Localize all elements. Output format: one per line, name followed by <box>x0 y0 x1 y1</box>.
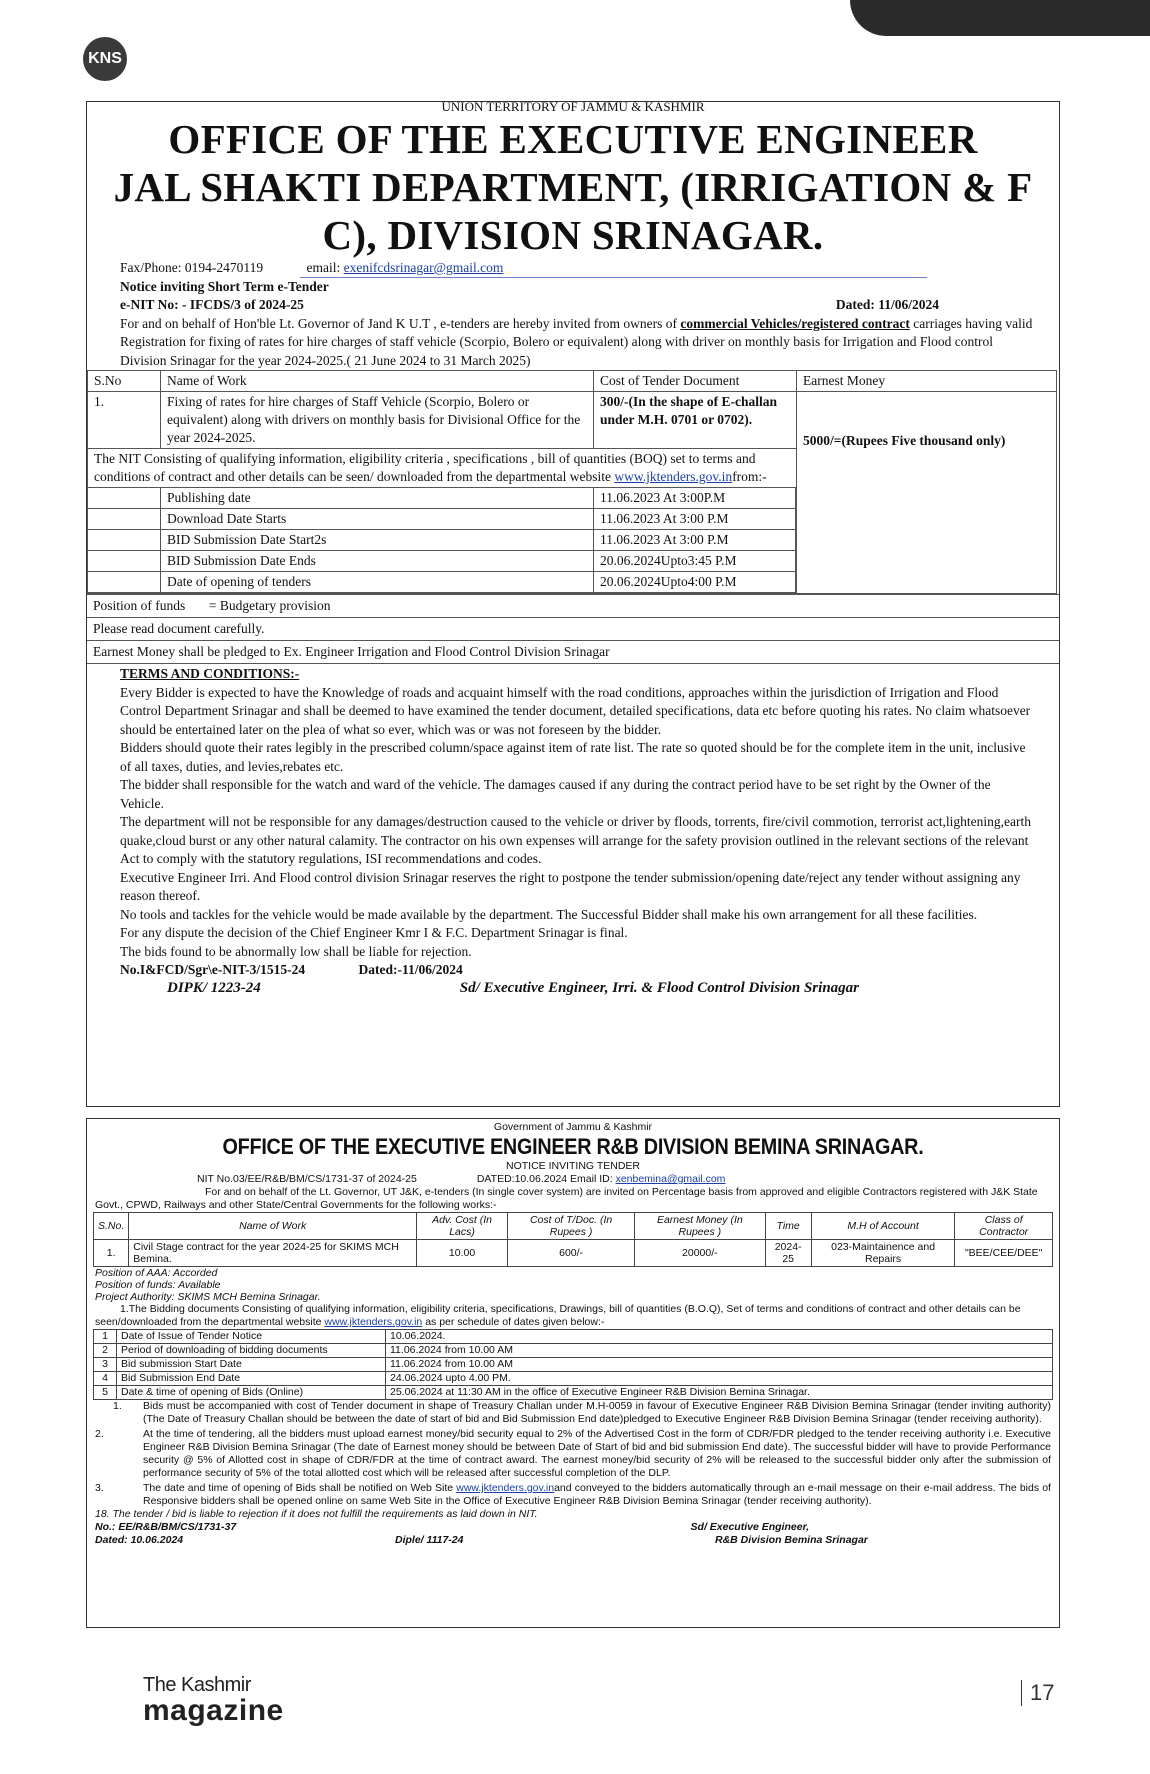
works-cell: 1. <box>94 1240 129 1267</box>
diple-number: Diple/ 1117-24 <box>395 1534 464 1546</box>
term-item: Executive Engineer Irri. And Flood control division Srinagar reserves the right to postpone the tender submission/opening date/reject any tender without assigning any reason thereof. <box>120 869 1021 903</box>
website-link[interactable]: www.jktenders.gov.in <box>614 469 733 484</box>
aaa-status: Position of AAA: Accorded <box>95 1267 218 1279</box>
clause-3: 3. The date and time of opening of Bids shall be notified on Web Site www.jktenders.gov.inand conveyed to the bidders automatically through an e-mail message on their e-mail address. The bids of Responsive bidders shall be opened online on same Web Site in the Office of Executive Engineer R&B Division Bemina Srinagar (tender receiving authority). <box>95 1482 1051 1507</box>
works-cell: 2024-25 <box>765 1240 811 1267</box>
page-number: 17 <box>1021 1680 1054 1706</box>
notice-type: Notice inviting Short Term e-Tender <box>120 278 329 294</box>
tender-table <box>87 370 1057 594</box>
nit-line <box>120 296 939 315</box>
schedule-row: 1 Date of Issue of Tender Notice 10.06.2024. <box>94 1330 1053 1344</box>
gov-heading: Government of Jammu & Kashmir <box>493 1121 653 1133</box>
terms-heading: TERMS AND CONDITIONS:- <box>120 666 300 681</box>
works-table-row <box>94 1240 1053 1267</box>
rb-website-link-2[interactable]: www.jktenders.gov.in <box>456 1482 555 1494</box>
signature-line <box>167 980 859 997</box>
email-label: email: <box>306 260 341 275</box>
works-cell: 20000/- <box>635 1240 765 1267</box>
notice2-ref: No.: EE/R&B/BM/CS/1731-37 Sd/ Executive Engineer, <box>95 1521 809 1533</box>
works-cell: 023-Maintainence and Repairs <box>811 1240 955 1267</box>
project-authority: Project Authority: SKIMS MCH Bemina Srinagar. <box>95 1291 321 1303</box>
notice1-title-line3: C), DIVISION SRINAGAR. <box>322 212 824 258</box>
earnest-pledge: Earnest Money shall be pledged to Ex. Engineer Irrigation and Flood Control Division Srinagar <box>87 640 1059 664</box>
bidding-docs-para: 1.The Bidding documents Consisting of qualifying information, eligibility criteria, specifications, Drawings, bill of quantities (B.O.Q), Set of terms and conditions of contract and other details can be seen/downloaded from the departmental website www.jktenders.gov.in as per schedule of dates given below:- <box>95 1303 1021 1328</box>
nit-info: The NIT Consisting of qualifying information, eligibility criteria , specifications , bill of quantities (BOQ) set to terms and conditions of contract and other details can be seen/ downloaded from the departmental website www.jktenders.gov.infrom:- <box>88 449 797 488</box>
notice2-subtitle: NOTICE INVITING TENDER <box>506 1160 640 1172</box>
term-item: Bidders should quote their rates legibly in the prescribed column/space against item of rate list. The rate so quoted should be for the complete item in the unit, inclusive of all taxes, duties, and levies,rebates etc. <box>120 740 1026 774</box>
clause-2: 2. At the time of tendering, all the bidders must upload earnest money/bid security equal to 2% of the Advertised Cost in the form of CDR/FDR pledged to the tender receiving authority i.e. Executive Engineer R&B Division Bemina Srinagar (The date of Earnest money should be between Date of Start of bid and bid submission End date). The successful bidder will have to provide Performance security @ 5% of Allotted cost in shape of CDR/FDR at the time of contract award. The earnest money/bid security of 2% will be released to the successful bidder only after the submission of performance security of 5% of the total allotted cost which will be released after successful completion of the DLP. <box>95 1428 1051 1479</box>
term-item: The department will not be responsible for any damages/destruction caused to the vehicle or driver by floods, torrents, fire/civil commotion, terrorist act,lightening,earth quake,cloud burst or any other natural calamity. The contractor on his own expenses will arrange for the safety provision outlined in the relevant sections of the relevant Act to comply with the statutory regulations, ISI recommendations and codes. <box>120 814 1031 866</box>
notice2-nit-line: NIT No.03/EE/R&B/BM/CS/1731-37 of 2024-25 DATED:10.06.2024 Email ID: xenbemina@gmail.com <box>197 1173 726 1185</box>
date-row: BID Submission Date Ends 20.06.2024Upto3:45 P.M <box>88 551 796 572</box>
works-cell: Civil Stage contract for the year 2024-25 for SKIMS MCH Bemina. <box>129 1240 417 1267</box>
notice1-title-line2: JAL SHAKTI DEPARTMENT, (IRRIGATION & F <box>113 164 1033 210</box>
kns-logo: KNS <box>83 37 127 81</box>
earnest-money-value: 5000/=(Rupees Five thousand only) <box>797 392 1057 594</box>
read-carefully: Please read document carefully. <box>87 617 1059 640</box>
nit-date: Dated: 11/06/2024 <box>835 297 939 312</box>
works-col-header: Name of Work <box>129 1213 417 1240</box>
tender-table-row: 1. Fixing of rates for hire charges of Staff Vehicle (Scorpio, Bolero or equivalent) along with drivers on monthly basis for Divisional Office for the year 2024-2025. 300/-(In the shape of E-challan under M.H. 0701 or 0702). 5000/=(Rupees Five thousand only) <box>88 392 1057 449</box>
ref-line: No.I&FCD/Sgr\e-NIT-3/1515-24 Dated:-11/06/2024 <box>120 962 463 977</box>
notice2-intro: For and on behalf of the Lt. Governor, UT J&K, e-tenders (In single cover system) are invited on Percentage basis from approved and eligible Contractors registered with J&K State Govt., CPWD, Railways and other State/Central Governments for the following works:- <box>95 1186 1038 1211</box>
works-cell: "BEE/CEE/DEE" <box>955 1240 1053 1267</box>
term-item: The bidder shall responsible for the watch and ward of the vehicle. The damages caused if any during the contract period have to be set right by the Owner of the Vehicle. <box>120 777 991 811</box>
date-row: Date of opening of tenders 20.06.2024Upto4:00 P.M <box>88 572 796 593</box>
works-cell: 10.00 <box>417 1240 508 1267</box>
schedule-table <box>93 1329 1053 1400</box>
clause-1: 1. Bids must be accompanied with cost of Tender document in shape of Treasury Challan under M.H-0059 in favour of Executive Engineer R&B Division Bemina Srinagar (tender inviting authority)(The Date of Treasury Challan should be between the date of start of bid and Bid Submission End date)pledged to Executive Engineer R&B Division Bemina Srinagar (tender receiving authority). <box>113 1400 1051 1425</box>
term-item: No tools and tackles for the vehicle would be made available by the department. The Successful Bidder shall make his own arrangement for all these facilities. <box>120 906 978 922</box>
works-col-header: M.H of Account <box>811 1213 955 1240</box>
works-col-header: Earnest Money (In Rupees ) <box>635 1213 765 1240</box>
magazine-brand-top: The Kashmir <box>143 1674 251 1696</box>
rb-website-link[interactable]: www.jktenders.gov.in <box>324 1316 423 1328</box>
notice2-dated: Dated: 10.06.2024 Diple/ 1117-24 R&B Division Bemina Srinagar <box>95 1534 868 1546</box>
schedule-row: 5 Date & time of opening of Bids (Online) 25.06.2024 at 11:30 AM in the office of Executive Engineer R&B Division Bemina Srinagar. <box>94 1386 1053 1400</box>
rb-email-link[interactable]: xenbemina@gmail.com <box>615 1173 726 1185</box>
signature: Sd/ Executive Engineer, Irri. & Flood Control Division Srinagar <box>459 979 859 996</box>
date-row: BID Submission Date Start2s 11.06.2023 At 3:00 P.M <box>88 530 796 551</box>
dates-table <box>88 487 796 593</box>
notice2-title: OFFICE OF THE EXECUTIVE ENGINEER R&B DIVISION BEMINA SRINAGAR. <box>222 1134 924 1159</box>
notice2-sign1: Sd/ Executive Engineer, <box>690 1521 809 1533</box>
schedule-row: 3 Bid submission Start Date 11.06.2024 from 10.00 AM <box>94 1358 1053 1372</box>
page-corner-decoration <box>850 0 1150 36</box>
notice2-sign2: R&B Division Bemina Srinagar <box>715 1534 868 1546</box>
dates-cell <box>88 487 797 594</box>
ut-heading: UNION TERRITORY OF JAMMU & KASHMIR <box>441 99 705 114</box>
works-table <box>93 1212 1053 1267</box>
works-col-header: Time <box>765 1213 811 1240</box>
term-item: Every Bidder is expected to have the Knowledge of roads and acquaint himself with the road conditions, approaches within the jurisdiction of Irrigation and Flood Control Department Srinagar and shall be deemed to have examined the tender document, detailed specifications, data etc before quoting his rates. No claim whatsoever should be entertained later on the plea of what so ever, which was or was not foreseen by the bidder. <box>120 684 1031 737</box>
schedule-row: 4 Bid Submission End Date 24.06.2024 upto 4.00 PM. <box>94 1372 1053 1386</box>
works-col-header: Class of Contractor <box>955 1213 1053 1240</box>
works-col-header: Adv. Cost (In Lacs) <box>417 1213 508 1240</box>
works-col-header: S.No. <box>94 1213 129 1240</box>
date-row: Download Date Starts 11.06.2023 At 3:00 P.M <box>88 509 796 530</box>
funds-status: Position of funds: Available <box>95 1279 221 1291</box>
nit-number: e-NIT No: - IFCDS/3 of 2024-25 <box>120 297 304 312</box>
tender-table-header: S.No Name of Work Cost of Tender Document Earnest Money <box>88 371 1057 392</box>
position-of-funds: Position of funds = Budgetary provision <box>87 594 1059 617</box>
date-row: Publishing date 11.06.2023 At 3:00P.M <box>88 488 796 509</box>
magazine-brand-bottom: magazine <box>143 1694 284 1727</box>
schedule-row: 2 Period of downloading of bidding documents 11.06.2024 from 10.00 AM <box>94 1344 1053 1358</box>
notice1-title-line1: OFFICE OF THE EXECUTIVE ENGINEER <box>168 116 978 162</box>
term-item: The bids found to be abnormally low shall be liable for rejection. <box>120 943 472 959</box>
clause-18: 18. The tender / bid is liable to rejection if it does not fulfill the requirements as laid down in NIT. <box>95 1508 538 1520</box>
terms-list <box>120 684 1037 962</box>
blue-rule <box>300 277 927 278</box>
notice-rb-division <box>86 1118 1060 1628</box>
works-table-header <box>94 1213 1053 1240</box>
email-link[interactable]: exenifcdsrinagar@gmail.com <box>343 260 504 275</box>
works-col-header: Cost of T/Doc. (In Rupees ) <box>508 1213 635 1240</box>
intro-paragraph: For and on behalf of Hon'ble Lt. Governor of Jand K U.T , e-tenders are hereby invited from owners of commercial Vehicles/registered contract carriages having valid Registration for fixing of rates for hire charges of staff vehicle (Scorpio, Bolero or equivalent) along with driver on monthly basis for Irrigation and Flood control Division Srinagar for the year 2024-2025.( 21 June 2024 to 31 March 2025) <box>120 315 1033 368</box>
fax-phone: Fax/Phone: 0194-2470119 <box>120 260 264 275</box>
works-cell: 600/- <box>508 1240 635 1267</box>
dipk-number: DIPK/ 1223-24 <box>167 979 261 996</box>
notice-jal-shakti <box>86 101 1060 1107</box>
contact-line <box>120 259 1037 278</box>
term-item: For any dispute the decision of the Chief Engineer Kmr I & F.C. Department Srinagar is final. <box>120 925 628 940</box>
